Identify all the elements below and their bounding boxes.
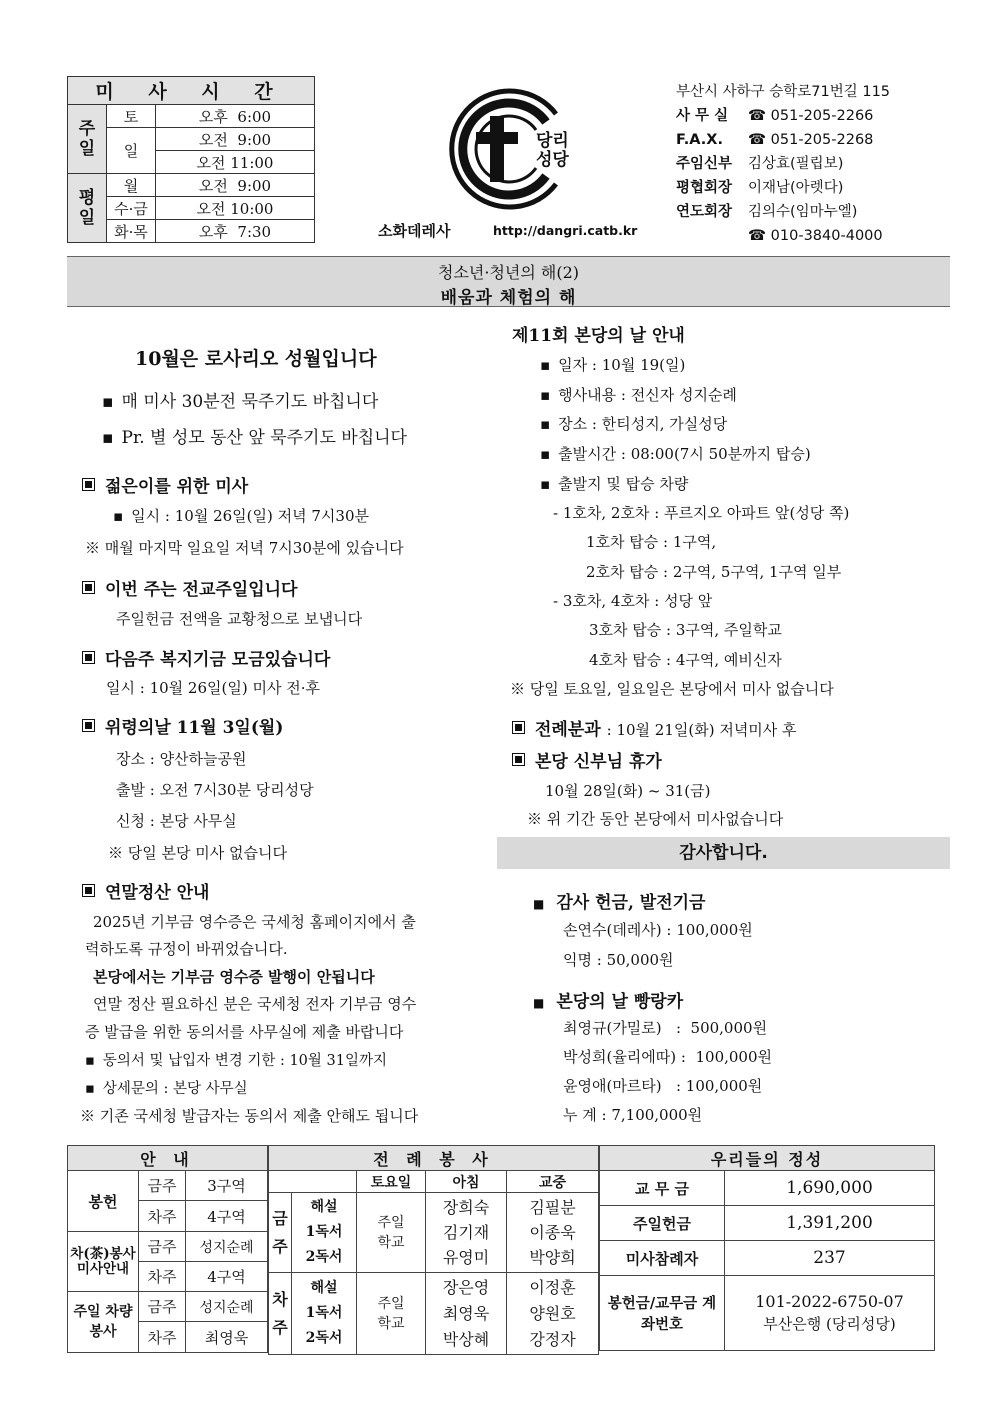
parish-day-title: 제11회 본당의 날 안내 <box>512 326 685 346</box>
bus-line: 2호차 탑승 : 2구역, 5구역, 1구역 일부 <box>586 563 842 581</box>
memorial-line: 신청 : 본당 사무실 <box>116 812 237 830</box>
section-square-icon <box>82 581 95 594</box>
memorial-line: 장소 : 양산하늘공원 <box>116 750 247 768</box>
logo-text-bottom: 성당 <box>536 150 569 170</box>
banner-line2: 배움과 체험의 해 <box>440 288 577 308</box>
offering-table: 우리들의 정성 교 무 금 1,690,000 주일헌금 1,391,200 미사참례자 237 봉헌금/교무금 계좌번호 101-2022-6750-07 부산은행 (당리성당) <box>599 1145 935 1351</box>
rosary-item: ▪ Pr. 별 성모 동산 앞 묵주기도 바칩니다 <box>102 423 407 448</box>
mission-sunday-text: 주일헌금 전액을 교황청으로 보냅니다 <box>116 610 363 628</box>
mission-sunday-title: 이번 주는 전교주일입니다 <box>82 575 297 600</box>
pastor-name: 김상효(필립보) <box>748 156 844 172</box>
donation-line: 익명 : 50,000원 <box>563 951 674 969</box>
mass-time: 오전 9:00 <box>156 174 315 197</box>
theme-banner <box>67 256 950 307</box>
guide-title: 안 내 <box>68 1146 268 1171</box>
rosary-item: ▪ 매 미사 30분전 묵주기도 바칩니다 <box>102 387 378 412</box>
office-phone: ☎ 051-205-2266 <box>748 108 874 124</box>
attendance-count: 237 <box>725 1241 935 1276</box>
welfare-title: 다음주 복지기금 모금있습니다 <box>82 645 330 670</box>
thanks-bar: 감사합니다. <box>497 837 950 869</box>
mass-time: 오후 6:00 <box>156 105 315 128</box>
this-week-label: 금주 <box>269 1193 292 1273</box>
guide-group: 주일 차량봉사 <box>68 1292 139 1353</box>
account-bank: 부산은행 (당리성당) <box>763 1315 896 1333</box>
mass-time: 오전 11:00 <box>156 151 315 174</box>
donation-line: 손연수(데레사) : 100,000원 <box>563 921 753 939</box>
vacation-dates: 10월 28일(화) ~ 31(금) <box>545 782 711 800</box>
parish-day-item: ▪ 장소 : 한티성지, 가실성당 <box>540 413 727 434</box>
tax-line: 증 발급을 위한 동의서를 사무실에 제출 바랍니다 <box>85 1023 404 1041</box>
tax-line: 2025년 기부금 영수증은 국세청 홈페이지에서 출 <box>93 913 416 931</box>
tax-item: ▪ 상세문의 : 본당 사무실 <box>85 1077 248 1098</box>
section-square-icon <box>512 721 525 734</box>
bus-line: - 3호차, 4호차 : 성당 앞 <box>553 592 713 610</box>
mass-day: 월 <box>107 174 156 197</box>
weekday-label: 평일 <box>68 174 107 243</box>
youth-mass-date: ▪ 일시 : 10월 26일(일) 저녁 7시30분 <box>113 505 369 526</box>
guide-value: 4구역 <box>186 1201 268 1232</box>
guide-value: 최영욱 <box>186 1322 268 1353</box>
vacation-title: 본당 신부님 휴가 <box>512 747 662 772</box>
guide-table: 안 내 봉헌 금주 3구역 차주 4구역 차(茶)봉사 미사안내 금주 성지순례 차주 4구역 주일 차량봉사 금주 성지순례 차주 최영욱 <box>67 1145 268 1353</box>
tax-title: 연말정산 안내 <box>82 878 209 903</box>
section-square-icon <box>82 884 95 897</box>
bread-line: 최영규(가밀로) : 500,000원 <box>563 1019 768 1037</box>
tax-note: ※ 기존 국세청 발급자는 동의서 제출 안해도 됩니다 <box>80 1107 419 1125</box>
mass-day: 화·목 <box>107 220 156 243</box>
section-square-icon <box>82 719 95 732</box>
contact-info: 부산시 사하구 승학로71번길 115 사 무 실 ☎ 051-205-2266 F.A.X. ☎ 051-205-2268 주임신부 김상효(필립보) 평협회장 이재남(아렛다) 연도회장 김의수(임마누엘) ☎ 010-3840-4000 <box>676 80 890 248</box>
welfare-text: 일시 : 10월 26일(일) 미사 전·후 <box>106 679 320 697</box>
tax-line: 력하도록 규정이 바뀌었습니다. <box>85 940 288 958</box>
liturgy-service-title: 전 례 봉 사 <box>269 1146 599 1171</box>
guide-group: 차(茶)봉사 미사안내 <box>68 1232 139 1292</box>
tax-line: 연말 정산 필요하신 분은 국세청 전자 기부금 영수 <box>93 995 417 1013</box>
guide-value: 성지순례 <box>186 1232 268 1262</box>
youth-mass-note: ※ 매월 마지막 일요일 저녁 7시30분에 있습니다 <box>85 539 404 557</box>
mass-time: 오전 9:00 <box>156 128 315 151</box>
bread-line: 윤영애(마르타) : 100,000원 <box>563 1077 763 1095</box>
parish-day-item: ▪ 일자 : 10월 19(일) <box>540 354 685 375</box>
logo-text-top: 당리 <box>536 131 569 151</box>
next-week-label: 차주 <box>269 1273 292 1355</box>
parish-day-item: ▪ 행사내용 : 전신자 성지순례 <box>540 384 737 405</box>
requiem-president: 김의수(임마누엘) <box>748 204 858 220</box>
liturgy-dept: 전례분과 : 10월 21일(화) 저녁미사 후 <box>512 715 797 740</box>
mass-day: 토 <box>107 105 156 128</box>
bread-line: 박성희(율리에따) : 100,000원 <box>563 1048 773 1066</box>
bread-total: 누 계 : 7,100,000원 <box>563 1106 703 1124</box>
bus-line: - 1호차, 2호차 : 푸르지오 아파트 앞(성당 쪽) <box>553 504 850 522</box>
mass-time-table <box>67 76 315 243</box>
requiem-phone: ☎ 010-3840-4000 <box>748 228 883 244</box>
liturgy-service-table: 전 례 봉 사 토요일 아침 교중 금주 해설 1독서 2독서 주일 학교 장희숙 김기재 유영미 김필분 이종욱 박양희 차주 해설 1독서 2독서 주일 학교 장은영 최영욱 박상혜 이정훈 양원호 강정자 <box>268 1145 599 1355</box>
youth-mass-title: 젊은이를 위한 미사 <box>82 472 248 497</box>
bullet-square-icon: ■ <box>533 996 545 1010</box>
memorial-title: 위령의날 11월 3일(월) <box>82 713 283 738</box>
offering-title: 우리들의 정성 <box>600 1146 935 1171</box>
address: 부산시 사하구 승학로71번길 115 <box>676 84 891 100</box>
sunday-label: 주일 <box>68 105 107 174</box>
banner-line1: 청소년·청년의 해(2) <box>437 263 580 282</box>
mass-title: 미 사 시 간 <box>68 77 315 105</box>
sunday-offering-amount: 1,391,200 <box>725 1206 935 1241</box>
guide-value: 3구역 <box>186 1171 268 1201</box>
mass-day: 일 <box>107 128 156 174</box>
mass-time: 오후 7:30 <box>156 220 315 243</box>
tax-bold-notice: 본당에서는 기부금 영수증 발행이 안됩니다 <box>93 968 375 986</box>
bus-line: 1호차 탑승 : 1구역, <box>586 533 717 551</box>
bus-line: 4호차 탑승 : 4구역, 예비신자 <box>589 651 782 669</box>
memorial-line: 출발 : 오전 7시30분 당리성당 <box>116 781 314 799</box>
parish-day-note: ※ 당일 토요일, 일요일은 본당에서 미사 없습니다 <box>510 680 834 698</box>
section-square-icon <box>82 478 95 491</box>
memorial-line: ※ 당일 본당 미사 없습니다 <box>108 844 287 862</box>
rosary-title: 10월은 로사리오 성월입니다 <box>135 348 377 370</box>
council-president: 이재남(아렛다) <box>748 180 844 196</box>
church-logo <box>438 86 578 216</box>
bus-line: 3호차 탑승 : 3구역, 주일학교 <box>589 621 782 639</box>
mass-day: 수·금 <box>107 197 156 220</box>
fax-number: ☎ 051-205-2268 <box>748 132 874 148</box>
website-link[interactable]: http://dangri.catb.kr <box>493 223 638 238</box>
vacation-note: ※ 위 기간 동안 본당에서 미사없습니다 <box>527 810 784 828</box>
parish-day-item: ▪ 출발지 및 탑승 차량 <box>540 473 688 494</box>
donation-title: ■ 감사 헌금, 발전기금 <box>533 893 706 913</box>
mass-time: 오전 10:00 <box>156 197 315 220</box>
tax-item: ▪ 동의서 및 납입자 변경 기한 : 10월 31일까지 <box>85 1049 387 1070</box>
guide-group: 봉헌 <box>68 1171 139 1232</box>
logo-caption: 소화데레사 <box>378 222 451 240</box>
section-square-icon <box>512 753 525 766</box>
tithe-amount: 1,690,000 <box>725 1171 935 1206</box>
parish-day-item: ▪ 출발시간 : 08:00(7시 50분까지 탑승) <box>540 443 811 464</box>
section-square-icon <box>82 651 95 664</box>
guide-value: 4구역 <box>186 1262 268 1292</box>
bullet-square-icon: ■ <box>533 897 545 911</box>
bread-title: ■ 본당의 날 빵랑카 <box>533 992 684 1012</box>
guide-value: 성지순례 <box>186 1292 268 1322</box>
account-number: 101-2022-6750-07 <box>755 1292 904 1311</box>
